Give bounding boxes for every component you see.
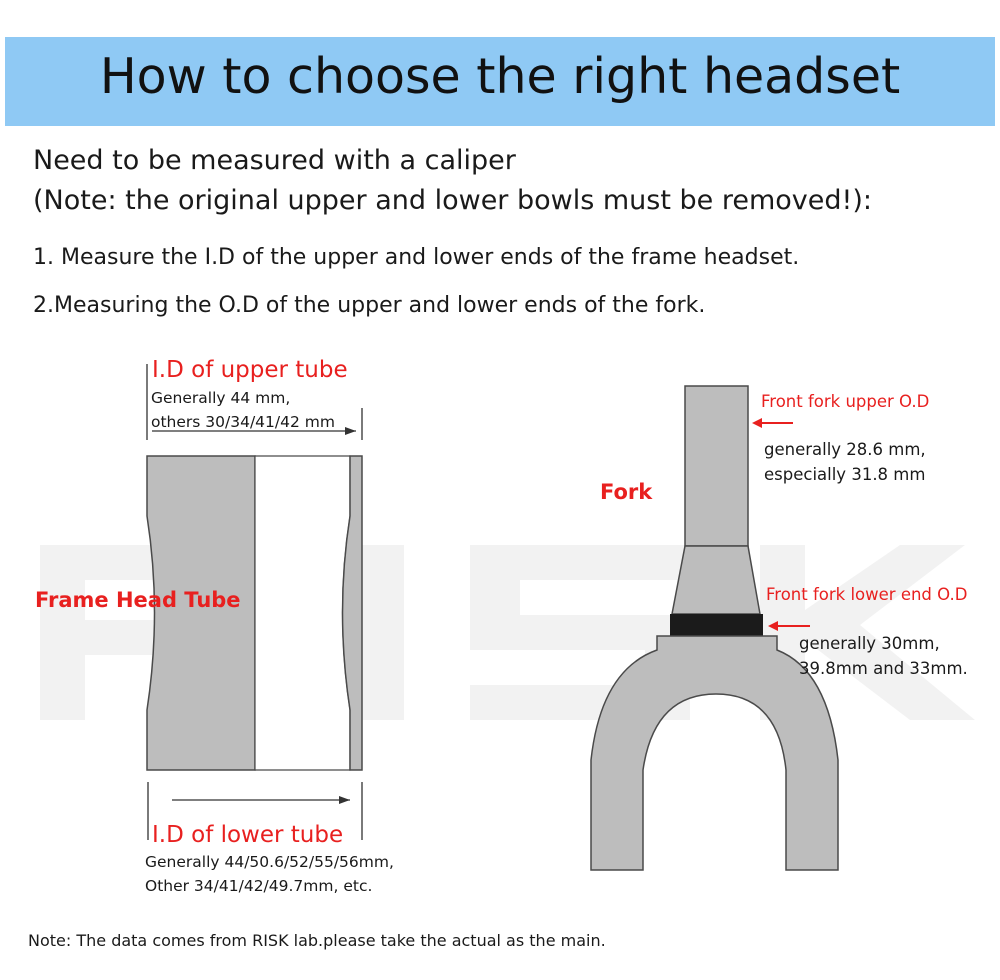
frame-tube-interior	[255, 456, 350, 770]
intro-line-1: Need to be measured with a caliper	[33, 145, 516, 176]
step-1: 1. Measure the I.D of the upper and lower ends of the frame headset.	[33, 245, 800, 270]
upper-od-title: Front fork upper O.D	[761, 392, 930, 411]
lower-od-title: Front fork lower end O.D	[766, 585, 968, 604]
fork-label: Fork	[600, 480, 653, 504]
fork-crown-taper	[672, 546, 760, 614]
page-title: How to choose the right headset	[99, 48, 901, 105]
lower-od-line-2: 39.8mm and 33mm.	[799, 659, 968, 678]
upper-id-title: I.D of upper tube	[152, 357, 348, 383]
fork-crown-race	[670, 614, 763, 636]
footnote: Note: The data comes from RISK lab.please take the actual as the main.	[28, 931, 606, 950]
upper-id-line-1: Generally 44 mm,	[151, 389, 291, 407]
frame-head-tube	[147, 456, 362, 770]
lower-id-line-1: Generally 44/50.6/52/55/56mm,	[145, 853, 394, 871]
frame-head-tube-label: Frame Head Tube	[35, 588, 241, 612]
fork-steerer	[685, 386, 748, 546]
lower-id-line-2: Other 34/41/42/49.7mm, etc.	[145, 877, 373, 895]
frame-tube-left-wall	[147, 456, 255, 770]
step-2: 2.Measuring the O.D of the upper and lower ends of the fork.	[33, 293, 706, 318]
upper-od-line-2: especially 31.8 mm	[764, 465, 926, 484]
lower-id-title: I.D of lower tube	[152, 822, 344, 848]
intro-line-2: (Note: the original upper and lower bowls must be removed!):	[33, 185, 872, 216]
upper-od-line-1: generally 28.6 mm,	[764, 440, 926, 459]
lower-od-line-1: generally 30mm,	[799, 634, 940, 653]
upper-id-line-2: others 30/34/41/42 mm	[151, 413, 335, 431]
